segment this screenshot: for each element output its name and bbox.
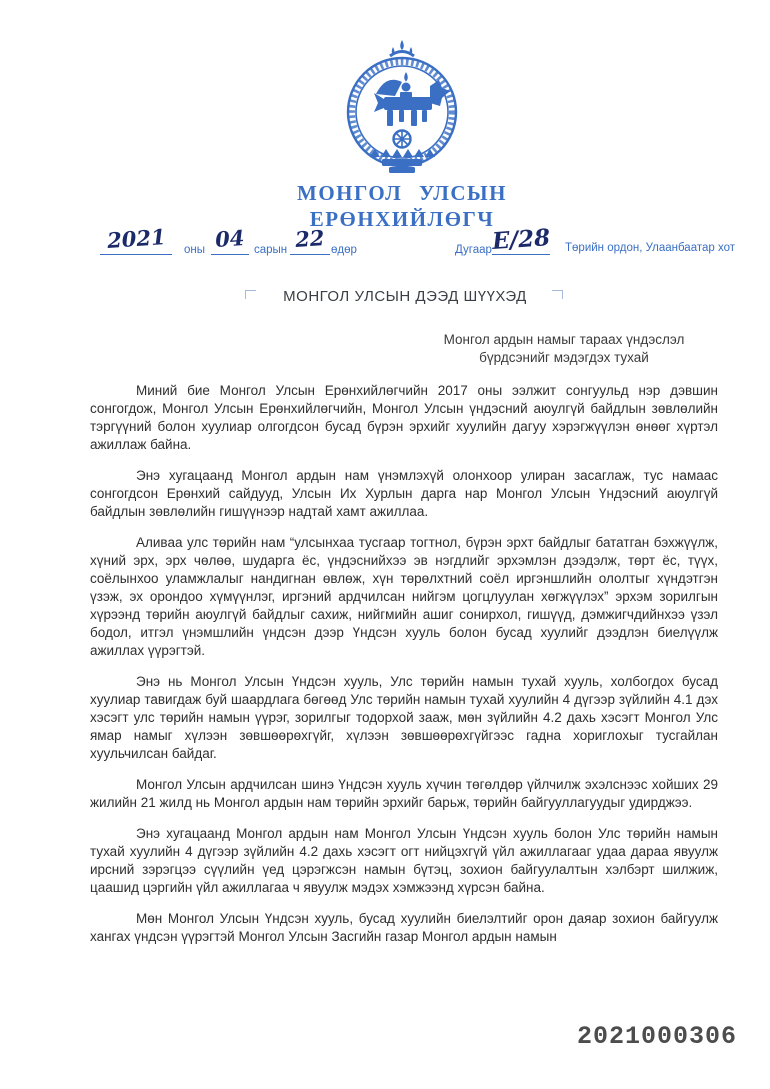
paragraph: Энэ нь Монгол Улсын Үндсэн хууль, Улс төрийн намын тухай хууль, холбогдох бусад хуулиар тавигдаж буй шаардлага бөгөөд Улс төрийн намын тухай хуулийн 4 дүгээр зүйлийн 4.1 дэх хэсэгт улс төрийн намын үүрэг, зорилгыг тодорхой зааж, мөн зүйлийн 4.2 дахь хэсэгт Монгол Улс ямар намыг хүлээн зөвшөөрөхгүйг, хүлээн зөвшөөрөхгүйгээс гадна хориглохыг тусгайлан хуульчилсан байдаг. bbox=[90, 674, 718, 761]
year-blank bbox=[100, 224, 172, 255]
letterhead-line2: ЕРӨНХИЙЛӨГЧ bbox=[309, 207, 495, 231]
place-line: Төрийн ордон, Улаанбаатар хот bbox=[565, 242, 735, 254]
day-blank bbox=[290, 224, 330, 255]
letterhead bbox=[17, 36, 770, 232]
dateline bbox=[0, 224, 770, 266]
paragraph: Мөн Монгол Улсын Үндсэн хууль, бусад хуулийн биелэлтийг орон даяар зохион байгуулж хангах үндсэн үүрэгтэй Монгол Улсын Засгийн газар Монгол ардын намын bbox=[90, 911, 718, 944]
number-blank bbox=[492, 224, 550, 255]
month-blank bbox=[211, 224, 249, 255]
subject-line2: бүрдсэнийг мэдэгдэх тухай bbox=[479, 350, 649, 365]
recipient-title: МОНГОЛ УЛСЫН ДЭЭД ШҮҮХЭД bbox=[283, 288, 527, 305]
paragraph: Энэ хугацаанд Монгол ардын нам үнэмлэхүй олонхоор улиран засаглаж, тус намаас сонгогдсон Ерөнхий сайдууд, Улсын Их Хурлын дарга нар Монгол Улсын Үндэсний аюулгүй байдлын зөвлөлийн гишүүнээр надтай хамт ажиллаа. bbox=[90, 468, 718, 519]
paragraph: Аливаа улс төрийн нам “улсынхаа тусгаар тогтнол, бүрэн эрхт байдлыг бататган бэхжүүлж, хүний эрх, эрх чөлөө, шударга ёс, үндэснийхээ эв нэгдлийг эрхэмлэн дээдэлж, төрт ёс, түүх, соёлынхоо уламжлалыг нандигнан өвлөж, хүн төрөлхтний соёл иргэншлийн ололтыг хүндэтгэн үзэж, эх орондоо хүмүүнлэг, иргэний ардчилсан нийгэм цогцлуулан хөгжүүлэх” эрхэм зорилгын хүрээнд төрийн аюулгүй байдлыг сахиж, нийгмийн ашиг сонирхол, гишүүд, дэмжигчдийнхээ үзэл бодол, итгэл үнэмшлийн үндсэн дээр Үндсэн хууль болон бусад хуулийг дээдлэн биелүүлж ажиллах үүрэгтэй. bbox=[90, 535, 718, 658]
handwritten-day: 22 bbox=[294, 225, 326, 252]
handwritten-number: Е/28 bbox=[491, 224, 551, 255]
year-label: оны bbox=[184, 244, 206, 256]
handwritten-month: 04 bbox=[214, 225, 246, 252]
subject-block bbox=[408, 331, 720, 367]
subject-line1: Монгол ардын намыг тараах үндэслэл bbox=[443, 332, 685, 347]
number-label: Дугаар bbox=[455, 244, 492, 256]
paragraph: Миний бие Монгол Улсын Ерөнхийлөгчийн 2017 оны ээлжит сонгуульд нэр дэвшин сонгогдож, Монгол Улсын Ерөнхийлөгчийн, Монгол Улсын үндэсний аюулгүй байдлын зөвлөлийн тэргүүний болон хуулиар олгогдсон бусад бүрэн эрхийг хуулийн дагуу хэрэгжүүлэн өнөөг хүртэл ажиллаж байна. bbox=[90, 383, 718, 452]
corner-mark-right-icon bbox=[552, 290, 563, 299]
month-label: сарын bbox=[254, 244, 288, 256]
paragraph: Энэ хугацаанд Монгол ардын нам Монгол Улсын Үндсэн хууль болон Улс төрийн намын тухай хуулийн 4 дүгээр зүйлийн 4.2 дахь хэсэгт огт нийцэхгүй үйл ажиллагааг удаа дараа явуулж ирсний зэрэгцээ сүүлийн үед цэрэгжсэн намын бүтэц, зохион байгуулалтын хэлбэрт шилжиж, цаашид цэргийн үйл ажиллагаа ч явуулж мэдэх хэмжээнд хүрсэн байна. bbox=[90, 826, 718, 895]
paragraph: Монгол Улсын ардчилсан шинэ Үндсэн хууль хүчин төгөлдөр үйлчилж эхэлснээс хойших 29 жилийн 21 жилд нь Монгол ардын нам төрийн эрхийг барьж, төрийн байгууллагуудыг удирджээ. bbox=[90, 777, 718, 810]
letter-body bbox=[90, 382, 718, 959]
recipient-row bbox=[0, 288, 770, 312]
day-label: өдөр bbox=[331, 244, 357, 256]
mongolia-state-emblem-icon bbox=[340, 36, 464, 176]
handwritten-year: 2021 bbox=[106, 223, 167, 254]
letterhead-line1: МОНГОЛ УЛСЫН bbox=[297, 181, 507, 205]
registration-number-stamp: 2021000306 bbox=[576, 1022, 737, 1051]
